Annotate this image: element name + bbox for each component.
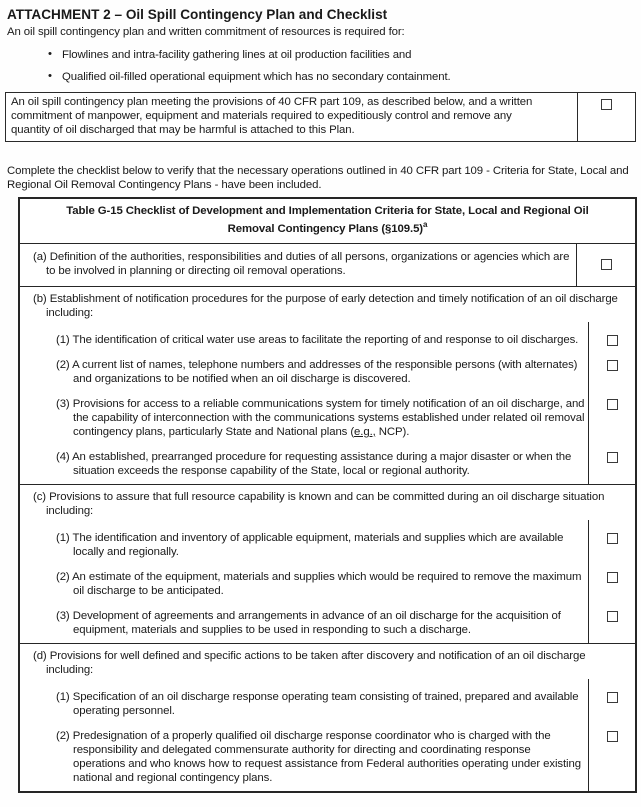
- item-body-underlined: e.g.,: [354, 425, 376, 438]
- section-c: [20, 485, 635, 644]
- item-label: (2): [56, 729, 70, 742]
- bullet-icon: •: [48, 48, 52, 60]
- checklist-item-c2: [20, 559, 635, 598]
- section-c-items: [20, 520, 635, 643]
- section-d-intro: [20, 644, 635, 679]
- list-item: [7, 48, 636, 62]
- item-text: [20, 718, 588, 791]
- section-b-label: (b): [33, 292, 47, 305]
- item-text: [20, 386, 588, 439]
- item-c3-checkbox[interactable]: [607, 611, 618, 622]
- item-text: [20, 322, 588, 347]
- checklist-item-d1: [20, 679, 635, 718]
- item-checkbox-cell: [588, 520, 635, 559]
- checklist-table: [18, 197, 637, 793]
- instruction-text: Complete the checklist below to verify that the necessary operations outlined in 40 CFR part 109 - Criteria for State, Local and Regional Oil Removal Contingency Plans - have been included.: [7, 165, 629, 191]
- checklist-item-c3: [20, 598, 635, 643]
- item-checkbox-cell: [588, 679, 635, 718]
- checklist-item-b2: [20, 347, 635, 386]
- item-d1-checkbox[interactable]: [607, 692, 618, 703]
- section-d-items: [20, 679, 635, 791]
- item-body: Specification of an oil discharge response operating team consisting of trained, prepared and available operating personnel.: [72, 690, 579, 717]
- commitment-text: An oil spill contingency plan meeting the provisions of 40 CFR part 109, as described below, and a written commitment of manpower, equipment and materials required to expeditiously control and remove any quantity of oil discharged that may be harmful is attached to this Plan.: [11, 96, 533, 136]
- page-title: ATTACHMENT 2 – Oil Spill Contingency Plan and Checklist: [7, 7, 388, 22]
- row-a-text: [20, 244, 576, 286]
- commitment-checkbox[interactable]: [601, 99, 612, 110]
- row-a-body: Definition of the authorities, responsibilities and duties of all persons, organizations or agencies which are to be involved in planning or directing oil removal operations.: [46, 250, 570, 277]
- item-body: Predesignation of a properly qualified oil discharge response coordinator who is charged with the responsibility and delegated commensurate authority for directing and coordinating response operations and who knows how to request assistance from Federal authorities operating under existing national and regional contingency plans.: [72, 729, 581, 784]
- item-body: The identification and inventory of applicable equipment, materials and supplies which are available locally and regionally.: [72, 531, 564, 558]
- item-body-post: NCP).: [375, 425, 410, 438]
- row-a-checkbox[interactable]: [601, 259, 612, 270]
- table-title-line1: Table G-15 Checklist of Development and Implementation Criteria for State, Local and Regional Oil: [66, 205, 589, 217]
- item-label: (1): [56, 690, 70, 703]
- section-c-intro: [20, 485, 635, 520]
- row-a-checkbox-cell: [576, 244, 635, 286]
- item-body: A current list of names, telephone numbers and addresses of the responsible persons (with alternates) and organizations to be notified when an oil discharge is discovered.: [72, 358, 578, 385]
- item-b1-checkbox[interactable]: [607, 335, 618, 346]
- item-label: (1): [56, 531, 70, 544]
- commitment-box: [5, 92, 636, 142]
- item-d2-checkbox[interactable]: [607, 731, 618, 742]
- item-body-pre: Provisions for access to a reliable communications system for timely notification of an oil discharge, and the capability of interconnection with the communications systems established under related oil removal contingency plans, particularly State and National plans (: [72, 397, 585, 438]
- table-title-footnote-superscript: a: [423, 220, 428, 229]
- section-d: [20, 644, 635, 791]
- item-body: An established, prearranged procedure for requesting assistance during a major disaster or when the situation exceeds the response capability of the State, local or regional authority.: [72, 450, 572, 477]
- section-b-text: Establishment of notification procedures for the purpose of early detection and timely notification of an oil discharge including:: [46, 292, 618, 319]
- checklist-item-c1: [20, 520, 635, 559]
- section-b-intro: [20, 287, 635, 322]
- item-checkbox-cell: [588, 439, 635, 484]
- table-row-a: [20, 244, 635, 287]
- item-text: [20, 598, 588, 643]
- section-b: [20, 287, 635, 485]
- row-a-label: (a): [33, 250, 47, 263]
- bullet-icon: •: [48, 70, 52, 82]
- section-c-label: (c): [33, 490, 46, 503]
- item-label: (3): [56, 397, 70, 410]
- checklist-item-b3: [20, 386, 635, 439]
- section-c-text: Provisions to assure that full resource capability is known and can be committed during an oil discharge situation including:: [46, 490, 605, 517]
- item-checkbox-cell: [588, 598, 635, 643]
- item-text: [20, 520, 588, 559]
- section-b-items: [20, 322, 635, 484]
- item-label: (4): [56, 450, 70, 463]
- item-b4-checkbox[interactable]: [607, 452, 618, 463]
- item-label: (1): [56, 333, 70, 346]
- checklist-item-b4: [20, 439, 635, 484]
- item-label: (2): [56, 358, 70, 371]
- item-body: An estimate of the equipment, materials and supplies which would be required to remove the maximum oil discharge to be anticipated.: [72, 570, 582, 597]
- item-b3-checkbox[interactable]: [607, 399, 618, 410]
- list-item-text: Qualified oil-filled operational equipment which has no secondary containment.: [62, 71, 451, 83]
- item-label: (3): [56, 609, 70, 622]
- item-body: Development of agreements and arrangements in advance of an oil discharge for the acquisition of equipment, materials and supplies to be used in responding to such a discharge.: [72, 609, 561, 636]
- item-checkbox-cell: [588, 559, 635, 598]
- requirements-list: [7, 48, 636, 84]
- item-checkbox-cell: [588, 718, 635, 791]
- item-c2-checkbox[interactable]: [607, 572, 618, 583]
- item-text: [20, 347, 588, 386]
- item-c1-checkbox[interactable]: [607, 533, 618, 544]
- intro-text: An oil spill contingency plan and written commitment of resources is required for:: [7, 26, 405, 38]
- checklist-item-d2: [20, 718, 635, 791]
- item-b2-checkbox[interactable]: [607, 360, 618, 371]
- item-text: [20, 439, 588, 484]
- list-item: [7, 70, 636, 84]
- section-d-text: Provisions for well defined and specific actions to be taken after discovery and notification of an oil discharge including:: [46, 649, 586, 676]
- item-text: [20, 679, 588, 718]
- table-title: [20, 199, 635, 244]
- item-checkbox-cell: [588, 347, 635, 386]
- checklist-item-b1: [20, 322, 635, 347]
- item-checkbox-cell: [588, 386, 635, 439]
- item-body: The identification of critical water use areas to facilitate the reporting of and response to oil discharges.: [72, 333, 579, 346]
- item-checkbox-cell: [588, 322, 635, 347]
- table-title-line2: Removal Contingency Plans (§109.5): [227, 222, 423, 235]
- commitment-checkbox-cell: [577, 93, 635, 141]
- section-d-label: (d): [33, 649, 47, 662]
- item-label: (2): [56, 570, 70, 583]
- item-text: [20, 559, 588, 598]
- list-item-text: Flowlines and intra-facility gathering lines at oil production facilities and: [62, 49, 412, 61]
